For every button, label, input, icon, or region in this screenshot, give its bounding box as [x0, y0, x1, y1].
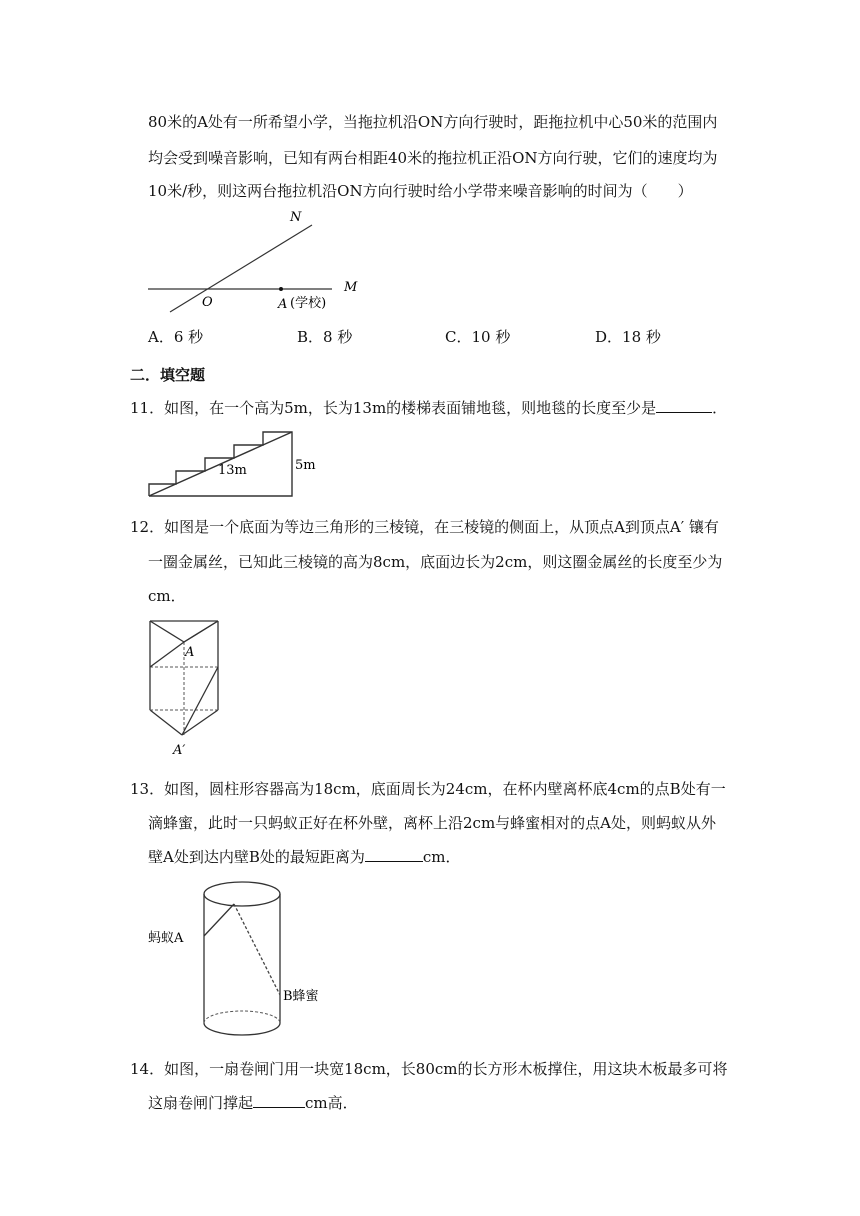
q10-label-school: (学校) [290, 296, 327, 311]
q10-figure [140, 205, 380, 315]
q11-label-hyp: 13m [218, 463, 247, 478]
q14-line-1: 14．如图，一扇卷闸门用一块宽18cm，长80cm的长方形木板撑住，用这块木板最多可将 [130, 1060, 728, 1078]
q13-line-2: 滴蜂蜜，此时一只蚂蚁正好在杯外壁，离杯上沿2cm与蜂蜜相对的点A处，则蚂蚁从外 [148, 814, 717, 832]
q10-option-b: B．8 秒 [297, 328, 353, 346]
q10-label-a: A [278, 297, 288, 312]
q12-label-a-prime: A′ [173, 743, 186, 758]
q13-line-1: 13．如图，圆柱形容器高为18cm，底面周长为24cm，在杯内壁离杯底4cm的点B处有一 [130, 780, 726, 798]
q13-blank[interactable] [365, 846, 423, 862]
q14-line-2-before: 这扇卷闸门撑起 [148, 1094, 254, 1112]
q10-label-n: N [290, 210, 302, 225]
q14-line-2 [148, 1092, 358, 1113]
q10-option-d: D．18 秒 [595, 328, 661, 346]
q11-text-after: ． [712, 399, 728, 417]
q14-line-2-after: cm高． [305, 1094, 358, 1112]
q13-figure [140, 878, 340, 1043]
q12-line-1: 12．如图是一个底面为等边三角形的三棱镜，在三棱镜的侧面上，从顶点A到顶点A′ 镶有 [130, 518, 719, 536]
q11-text-before: 11．如图，在一个高为5m，长为13m的楼梯表面铺地毯，则地毯的长度至少是 [130, 399, 657, 417]
q10-line-1: 80米的A处有一所希望小学，当拖拉机沿ON方向行驶时，距拖拉机中心50米的范围内 [148, 113, 718, 131]
q10-line-2: 均会受到噪音影响，已知有两台相距40米的拖拉机正沿ON方向行驶，它们的速度均为 [148, 149, 718, 167]
q10-label-o: O [202, 295, 213, 310]
q10-option-c: C．10 秒 [445, 328, 511, 346]
q11-label-height: 5m [295, 458, 316, 473]
q13-line-3 [148, 846, 460, 867]
q13-line-3-after: cm． [422, 848, 461, 866]
q13-line-3-before: 壁A处到达内壁B处的最短距离为 [148, 848, 365, 866]
section-title: 二．填空题 [130, 366, 206, 384]
q13-label-honey: B蜂蜜 [283, 989, 319, 1004]
q11-text [130, 397, 727, 418]
q12-figure [145, 617, 225, 762]
q13-label-ant: 蚂蚁A [148, 931, 184, 946]
q10-option-a: A．6 秒 [148, 328, 204, 346]
q10-label-m: M [344, 280, 358, 295]
q12-line-3: cm． [148, 587, 186, 605]
q12-line-2: 一圈金属丝，已知此三棱镜的高为8cm，底面边长为2cm，则这圈金属丝的长度至少为 [148, 553, 723, 571]
q14-blank[interactable] [253, 1092, 305, 1108]
q12-label-a: A [185, 645, 195, 660]
q11-figure [146, 424, 326, 500]
q11-blank[interactable] [656, 397, 712, 413]
q10-line-3: 10米/秒，则这两台拖拉机沿ON方向行驶时给小学带来噪音影响的时间为（ ） [148, 182, 693, 200]
